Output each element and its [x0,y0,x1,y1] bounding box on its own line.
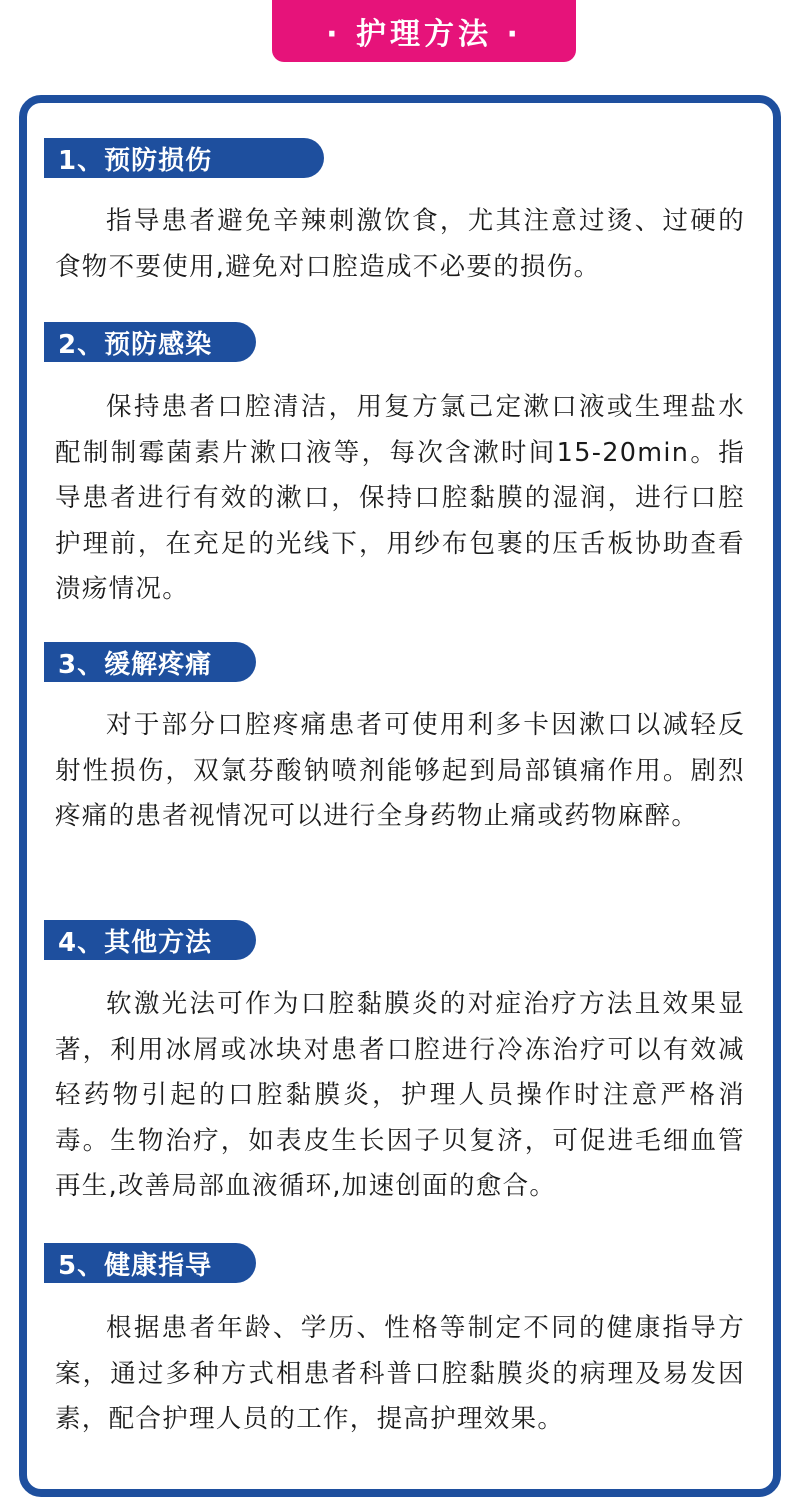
section-heading-prevent-injury: 1、预防损伤 [44,138,324,178]
section-text-prevent-infection: 保持患者口腔清洁，用复方氯己定漱口液或生理盐水配制制霉菌素片漱口液等，每次含漱时间15-20min。指导患者进行有效的漱口，保持口腔黏膜的湿润，进行口腔护理前，在充足的光线下，用纱布包裹的压舌板协助查看溃疡情况。 [55,392,745,604]
page-title: · 护理方法 · [272,0,576,62]
section-heading-health-guidance: 5、健康指导 [44,1243,256,1283]
section-heading-prevent-infection: 2、预防感染 [44,322,256,362]
section-text-health-guidance: 根据患者年龄、学历、性格等制定不同的健康指导方案，通过多种方式相患者科普口腔黏膜炎的病理及易发因素，配合护理人员的工作，提高护理效果。 [55,1313,745,1434]
section-heading-other-methods: 4、其他方法 [44,920,256,960]
section-text-prevent-injury: 指导患者避免辛辣刺激饮食，尤其注意过烫、过硬的食物不要使用,避免对口腔造成不必要的损伤。 [55,206,745,282]
section-text-relieve-pain: 对于部分口腔疼痛患者可使用利多卡因漱口以减轻反射性损伤，双氯芬酸钠喷剂能够起到局部镇痛作用。剧烈疼痛的患者视情况可以进行全身药物止痛或药物麻醉。 [55,710,745,831]
section-text-other-methods: 软激光法可作为口腔黏膜炎的对症治疗方法且效果显著，利用冰屑或冰块对患者口腔进行冷冻治疗可以有效减轻药物引起的口腔黏膜炎，护理人员操作时注意严格消毒。生物治疗，如表皮生长因子贝复济，可促进毛细血管再生,改善局部血液循环,加速创面的愈合。 [55,989,745,1201]
section-heading-relieve-pain: 3、缓解疼痛 [44,642,256,682]
